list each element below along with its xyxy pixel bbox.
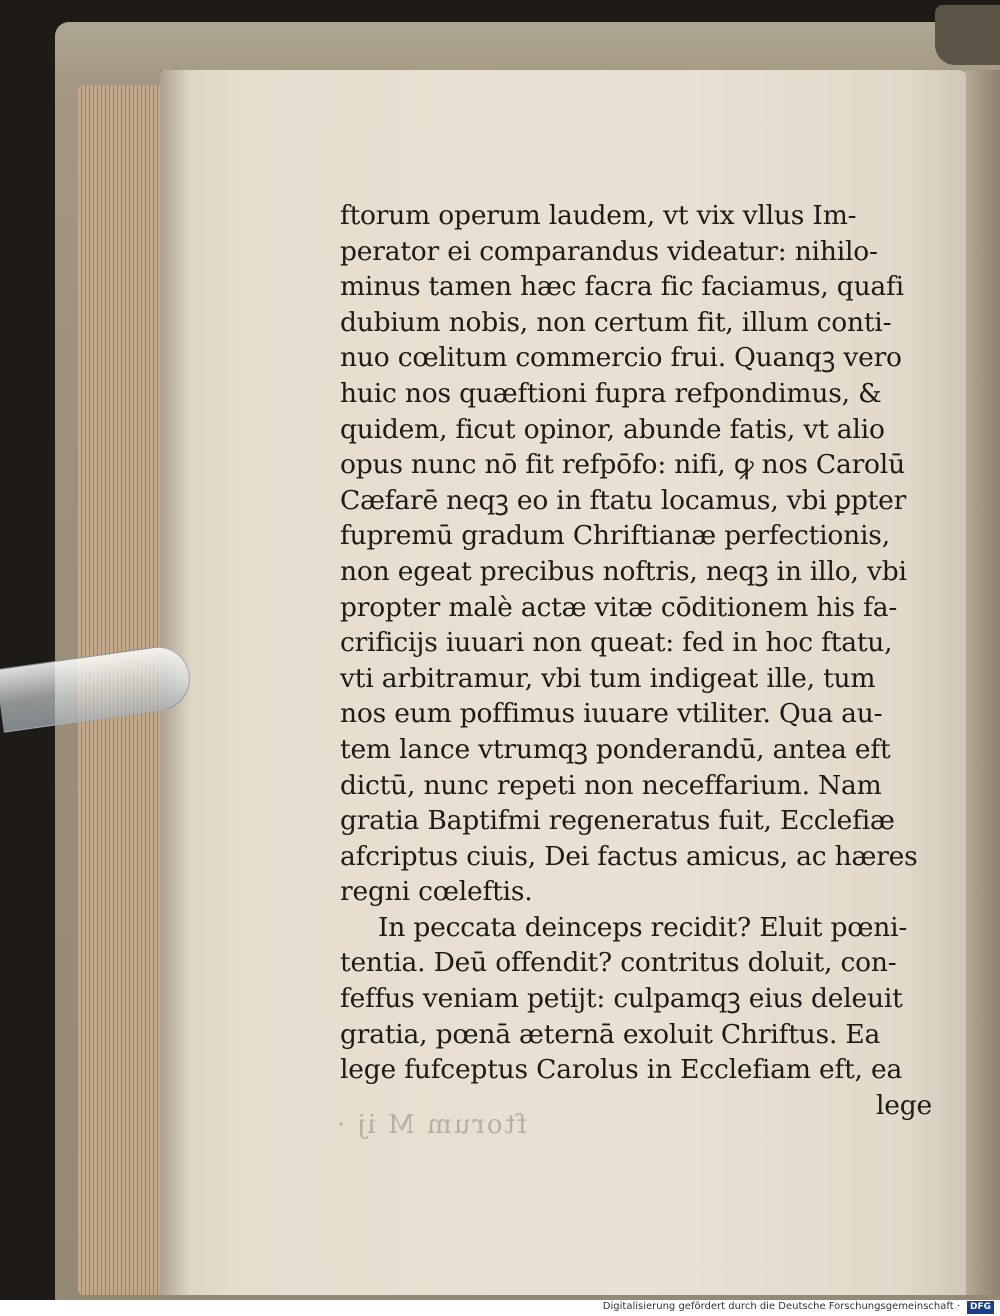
text-line: crificijs iuuari non queat: fed in hoc ftatu, xyxy=(340,627,893,659)
dfg-logo: DFG xyxy=(967,1301,994,1314)
funding-credit: Digitalisierung gefördert durch die Deutsche Forschungsgemeinschaft · xyxy=(602,1301,960,1312)
text-line: dictū, nunc repeti non neceffarium. Nam xyxy=(340,769,882,801)
text-line: nuo cœlitum commercio frui. Quanqꝫ vero xyxy=(340,342,902,374)
text-line: perator ei comparandus videatur: nihilo- xyxy=(340,235,878,267)
text-line: gratia, pœnā æternā exoluit Chriftus. Ea xyxy=(340,1018,881,1050)
text-line: opus nunc nō fit refpōfo: nifi, ꝙ nos Carolū xyxy=(340,449,905,481)
text-line: tentia. Deū offendit? contritus doluit, con- xyxy=(340,947,897,979)
text-line: gratia Baptifmi regeneratus fuit, Ecclefiæ xyxy=(340,805,895,837)
text-line: feffus veniam petijt: culpamqꝫ eius deleuit xyxy=(340,983,903,1015)
text-line: tem lance vtrumqꝫ ponderandū, antea eft xyxy=(340,733,891,765)
text-line: quidem, ficut opinor, abunde fatis, vt alio xyxy=(340,413,885,445)
text-line: dubium nobis, non certum fit, illum conti- xyxy=(340,306,892,338)
text-line: Cæfarē neqꝫ eo in ftatu locamus, vbi ꝑpter xyxy=(340,484,907,516)
text-line: nos eum poffimus iuuare vtiliter. Qua au- xyxy=(340,698,883,730)
text-line: afcriptus ciuis, Dei factus amicus, ac hæres xyxy=(340,840,918,872)
text-line: lege fufceptus Carolus in Ecclefiam eft, ea xyxy=(340,1054,903,1086)
catchword: lege xyxy=(875,1089,932,1121)
text-line: huic nos quæftioni fupra refpondimus, & xyxy=(340,377,882,409)
text-line: minus tamen hæc facra fic faciamus, quafi xyxy=(340,271,904,303)
glass-page-weight-body xyxy=(0,643,194,733)
page-text xyxy=(340,198,940,1123)
text-line: propter malè actæ vitæ cōditionem his fa- xyxy=(340,591,898,623)
text-line: In peccata deinceps recidit? Eluit pœni- xyxy=(378,911,908,943)
text-line: ftorum operum laudem, vt vix vllus Im- xyxy=(340,200,857,231)
text-line: fupremū gradum Chriftianæ perfectionis, xyxy=(340,520,890,552)
page-right-edge xyxy=(966,70,1000,1295)
cover-clasp xyxy=(935,5,1000,65)
text-line: non egeat precibus noftris, neqꝫ in illo, vbi xyxy=(340,555,907,587)
bleed-through-text: ftorum M ij · xyxy=(335,1110,527,1140)
text-line: vti arbitramur, vbi tum indigeat ille, tum xyxy=(340,662,876,694)
text-line: regni cœleftis. xyxy=(340,876,533,908)
